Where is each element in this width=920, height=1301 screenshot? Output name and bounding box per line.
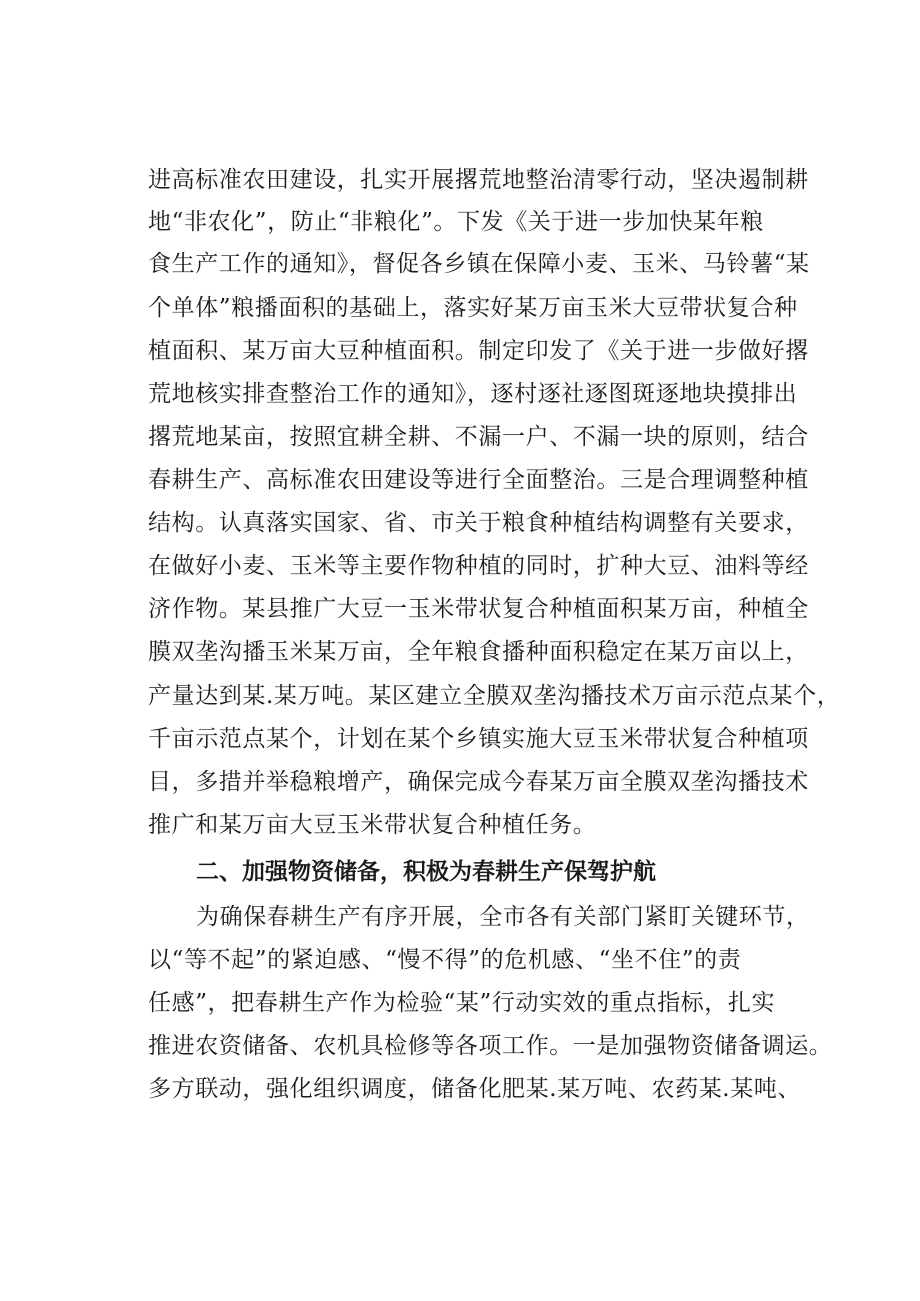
- paragraph-line: 进高标准农田建设，扎实开展撂荒地整治清零行动，坚决遏制耕: [148, 167, 809, 193]
- paragraph-line: 在做好小麦、玉米等主要作物种植的同时，扩种大豆、油料等经: [148, 553, 809, 579]
- paragraph-line: 产量达到某.某万吨。某区建立全膜双垄沟播技术万亩示范点某个，: [148, 683, 841, 709]
- paragraph-line: 以“等不起”的紧迫感、“慢不得”的危机感、“坐不住”的责: [148, 947, 742, 973]
- paragraph-line: 推广和某万亩大豆玉米带状复合种植任务。: [148, 812, 597, 838]
- paragraph-line: 膜双垄沟播玉米某万亩，全年粮食播种面积稳定在某万亩以上，: [148, 639, 809, 665]
- section-heading: 二、加强物资储备，积极为春耕生产保驾护航: [196, 859, 656, 885]
- paragraph-line: 春耕生产、高标准农田建设等进行全面整治。三是合理调整种植: [148, 467, 809, 493]
- paragraph-line: 植面积、某万亩大豆种植面积。制定印发了《关于进一步做好撂: [148, 338, 809, 364]
- paragraph-line: 为确保春耕生产有序开展，全市各有关部门紧盯关键环节，: [196, 904, 810, 930]
- paragraph-line: 个单体”粮播面积的基础上，落实好某万亩玉米大豆带状复合种: [148, 295, 798, 321]
- paragraph-line: 推进农资储备、农机具检修等各项工作。一是加强物资储备调运。: [148, 1033, 833, 1059]
- paragraph-line: 撂荒地某亩，按照宜耕全耕、不漏一户、不漏一块的原则，结合: [148, 424, 809, 450]
- paragraph-line: 荒地核实排查整治工作的通知》，逐村逐社逐图斑逐地块摸排出: [148, 381, 798, 407]
- paragraph-line: 济作物。某县推广大豆一玉米带状复合种植面积某万亩，种植全: [148, 596, 809, 622]
- paragraph-line: 地“非农化”，防止“非粮化”。下发《关于进一步加快某年粮: [148, 209, 764, 235]
- paragraph-line: 结构。认真落实国家、省、市关于粮食种植结构调整有关要求，: [148, 510, 809, 536]
- paragraph-line: 任感”，把春耕生产作为检验“某”行动实效的重点指标，扎实: [148, 990, 776, 1016]
- paragraph-line: 目，多措并举稳粮增产，确保完成今春某万亩全膜双垄沟播技术: [148, 769, 809, 795]
- paragraph-line: 多方联动，强化组织调度，储备化肥某.某万吨、农药某.某吨、: [148, 1076, 802, 1102]
- paragraph-line: 食生产工作的通知》，督促各乡镇在保障小麦、玉米、马铃薯“某: [148, 251, 810, 277]
- paragraph-line: 千亩示范点某个，计划在某个乡镇实施大豆玉米带状复合种植项: [148, 726, 809, 752]
